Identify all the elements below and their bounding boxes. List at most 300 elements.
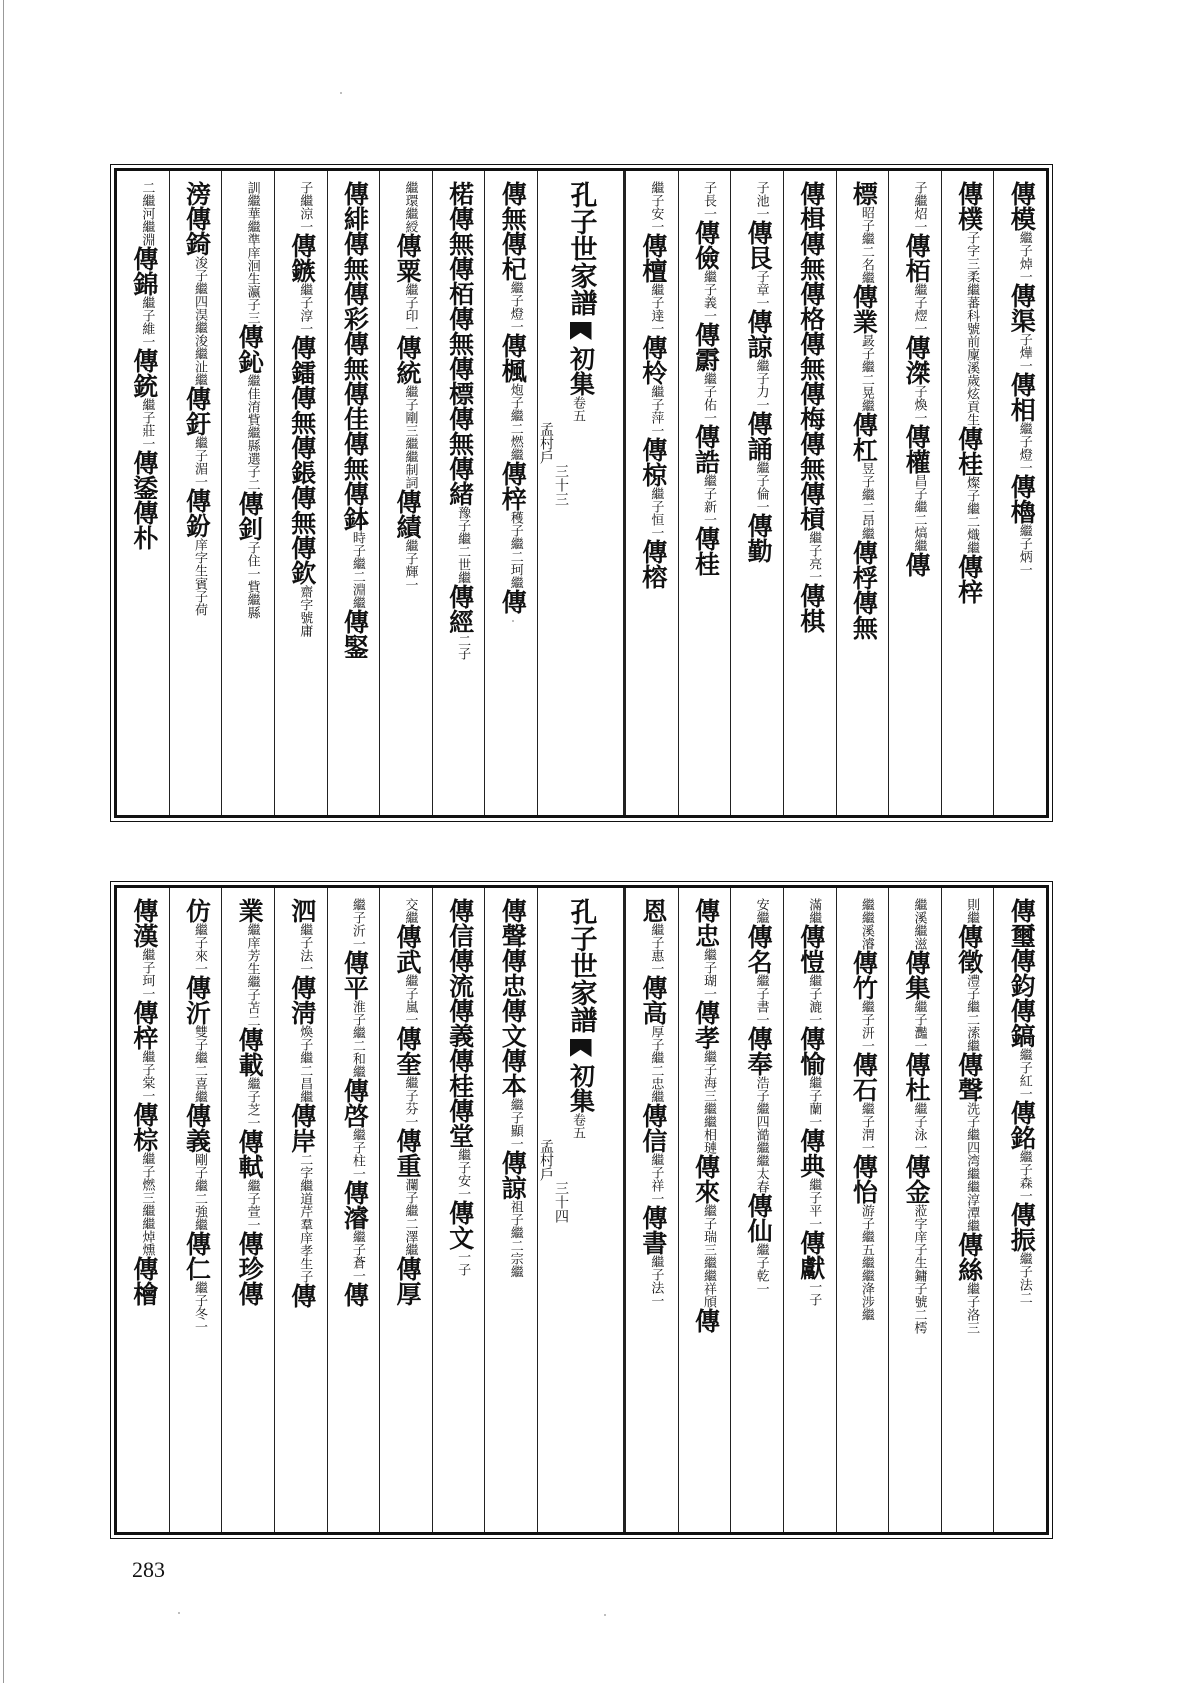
volume-label: 卷五 (570, 1113, 585, 1139)
member-name: 傳高 (638, 975, 668, 1025)
text-column (484, 171, 537, 815)
annotation-note: 繼子芝一 (244, 1077, 260, 1129)
text-column (274, 171, 327, 815)
annotation-note: 昭子繼二名繼 (858, 206, 874, 284)
annotation-note: 繼子法一 (297, 923, 313, 975)
member-name: 傳 (691, 1308, 721, 1333)
member-name: 傳誦 (744, 411, 774, 461)
member-name: 傳棕 (129, 1102, 159, 1152)
annotation-note: 繼子印一 (402, 283, 418, 335)
annotation-note: 庠字生賓子荷 (191, 538, 207, 616)
annotation-note: 洗子繼四湾繼繼淳潭繼 (964, 1102, 980, 1232)
member-name: 傳槓 (796, 481, 826, 531)
member-name: 傳梓 (129, 1000, 159, 1050)
member-name: 仿 (182, 898, 212, 923)
member-name: 傳鉢 (340, 481, 370, 531)
member-name: 傳無 (287, 385, 317, 435)
member-name: 傳杠 (849, 412, 879, 462)
member-name: 傳鐳 (287, 335, 317, 385)
annotation-note: 二子 (455, 634, 471, 660)
member-name: 傳鋹 (287, 435, 317, 485)
text-column (941, 888, 994, 1532)
member-name: 傳佳 (340, 381, 370, 431)
member-name: 傳文 (498, 998, 528, 1048)
annotation-note: 繼環 (402, 181, 418, 207)
member-name: 傳鎬 (1007, 998, 1037, 1048)
annotation-note: 繼子泳一 (911, 1102, 927, 1154)
member-name: 傳模 (1007, 181, 1037, 231)
member-name: 傳杜 (901, 1052, 931, 1102)
member-name: 傳艮 (744, 220, 774, 270)
text-column (888, 171, 941, 815)
annotation-note: 繼子柱一 (349, 1128, 365, 1180)
member-name: 傳流 (445, 948, 475, 998)
member-name: 傳名 (744, 924, 774, 974)
annotation-note: 二繼河繼淵 (139, 181, 155, 246)
member-name: 傳堂 (445, 1098, 475, 1148)
text-column (117, 888, 169, 1532)
annotation-note: 繼子蘭一 (806, 1076, 822, 1128)
member-name: 恩 (638, 898, 668, 923)
annotation-note: 繼子達一 (648, 283, 664, 335)
member-name: 傳滐 (901, 335, 931, 385)
member-name: 傳信 (445, 898, 475, 948)
book-title: 孔子世家譜 (565, 181, 597, 316)
annotation-note: 蒞字庠子生鏞子號二樗 (911, 1204, 927, 1334)
text-column (221, 171, 274, 815)
member-name: 傳檀 (638, 233, 668, 283)
member-name: 傳權 (901, 424, 931, 474)
fish-tail-mark (570, 1039, 592, 1057)
annotation-note: 繼子新一 (700, 474, 716, 526)
member-name: 滂 (182, 181, 212, 206)
annotation-note: 繼子安一 (648, 181, 664, 233)
member-name: 傳愷 (796, 924, 826, 974)
member-name: 傳諒 (498, 1150, 528, 1200)
text-column (783, 171, 836, 815)
member-name: 傳 (498, 589, 528, 614)
annotation-note: 時子繼二淵繼 (349, 531, 365, 609)
text-column (836, 171, 889, 815)
annotation-note: 滿繼 (806, 898, 822, 924)
annotation-note: 繼子冬一 (191, 1281, 207, 1333)
annotation-note: 繼子瑞三繼繼祥頎 (700, 1204, 716, 1308)
member-name: 傳仁 (182, 1231, 212, 1281)
text-column (730, 171, 783, 815)
member-name: 傳朴 (129, 500, 159, 550)
annotation-note: 繼子燃三繼繼焯燻 (139, 1152, 155, 1256)
member-name: 傳金 (901, 1154, 931, 1204)
annotation-note: 交繼 (402, 898, 418, 924)
member-name: 傳奎 (392, 1026, 422, 1076)
member-name: 傳釗 (235, 491, 265, 541)
member-name: 傳振 (1007, 1202, 1037, 1252)
annotation-note: 繼子珂一 (139, 948, 155, 1000)
member-name: 傳杞 (498, 231, 528, 281)
annotation-note: 訓繼華繼準庠洄生瀛子三 (244, 181, 260, 324)
annotation-note: 煥子繼二昌繼 (297, 1025, 313, 1103)
text-column (327, 171, 380, 815)
annotation-note: 繼子萱一 (244, 1179, 260, 1231)
annotation-note: 子繼炤一 (911, 181, 927, 233)
member-name: 傳勤 (744, 513, 774, 563)
member-name: 傳載 (235, 1027, 265, 1077)
page-marker: 三十三 (553, 464, 569, 506)
member-name: 傳本 (498, 1048, 528, 1098)
member-name: 傳樸 (954, 181, 984, 231)
member-name: 傳梓 (954, 554, 984, 604)
member-name: 傳忠 (691, 898, 721, 948)
member-name: 傳格 (796, 281, 826, 331)
member-name: 傳績 (392, 489, 422, 539)
annotation-note: 繼子安一 (455, 1148, 471, 1200)
page-number: 283 (132, 1557, 165, 1582)
member-name: 傳楫 (796, 181, 826, 231)
member-name: 傳義 (445, 998, 475, 1048)
member-name: 傳璽 (1007, 898, 1037, 948)
member-name: 傳石 (849, 1052, 879, 1102)
annotation-note: 繼子維一 (139, 296, 155, 348)
member-name: 傳經 (445, 584, 475, 634)
member-name: 泗 (287, 898, 317, 923)
text-column (117, 171, 169, 815)
annotation-note: 繼子沂一 (349, 898, 365, 950)
annotation-note: 淮子繼二和繼 (349, 1000, 365, 1078)
fish-tail-mark (570, 322, 592, 340)
text-column (484, 888, 537, 1532)
member-name: 傳聲 (498, 898, 528, 948)
annotation-note: 子長一 (700, 181, 716, 220)
house-label: 孟村戶 (538, 1139, 554, 1181)
page-marker: 三十四 (553, 1181, 569, 1223)
member-name: 傳無 (796, 431, 826, 481)
annotation-note: 繼子法二 (1016, 1252, 1032, 1304)
member-name: 傳 (287, 1283, 317, 1308)
text-column (169, 888, 222, 1532)
member-name: 傳厚 (392, 1256, 422, 1306)
annotation-note: 繼子燈一 (1016, 422, 1032, 474)
speck (604, 1614, 606, 1616)
annotation-note: 繼子平一 (806, 1178, 822, 1230)
center-fold-header (537, 888, 625, 1532)
annotation-note: 繼子渭一 (858, 1102, 874, 1154)
member-name: 傳鈞 (1007, 948, 1037, 998)
text-column (678, 171, 731, 815)
member-name: 傳沂 (182, 975, 212, 1025)
member-name: 傳愉 (796, 1026, 826, 1076)
member-name: 傳漢 (129, 898, 159, 948)
member-name: 傳釪 (182, 386, 212, 436)
annotation-note: 繼子灩一 (911, 1000, 927, 1052)
member-name: 傳渠 (1007, 283, 1037, 333)
annotation-note: 繼子來一 (191, 923, 207, 975)
member-name: 傳儉 (691, 220, 721, 270)
annotation-note: 則繼 (964, 898, 980, 924)
scan-edge-line (3, 0, 4, 1683)
genealogy-page-bottom (114, 885, 1049, 1535)
annotation-note: 繼滋 (911, 924, 927, 950)
annotation-note: 子章一 (753, 270, 769, 309)
member-name: 傳義 (182, 1103, 212, 1153)
member-name: 傳軾 (235, 1129, 265, 1179)
annotation-note: 澧子繼二溹繼 (964, 974, 980, 1052)
member-name: 傳淸 (287, 975, 317, 1025)
member-name: 傳竹 (849, 950, 879, 1000)
annotation-note: 炮子繼二燃繼 (507, 383, 523, 461)
annotation-note: 繼子亮一 (806, 531, 822, 583)
speck (340, 92, 342, 94)
annotation-note: 雙子繼二喜繼 (191, 1025, 207, 1103)
member-name: 傳徵 (954, 924, 984, 974)
annotation-note: 繼子熤一 (911, 283, 927, 335)
member-name: 傳栢 (445, 256, 475, 306)
member-name: 傳標 (445, 356, 475, 406)
annotation-note: 繼子書一 (753, 974, 769, 1026)
member-name: 傳業 (849, 284, 879, 334)
member-name: 傳欽 (287, 535, 317, 585)
text-column (379, 171, 432, 815)
text-column (730, 888, 783, 1532)
annotation-note: 繼子莊一 (139, 398, 155, 450)
member-name: 傳孝 (691, 1000, 721, 1050)
member-name: 傳錡 (182, 206, 212, 256)
speck (178, 1612, 180, 1614)
annotation-note: 繼子倫一 (753, 461, 769, 513)
member-name: 傳霨 (691, 322, 721, 372)
annotation-note: 子池一 (753, 181, 769, 220)
member-name: 傳無 (445, 206, 475, 256)
member-name: 傳統 (392, 335, 422, 385)
text-column (941, 171, 994, 815)
member-name: 傳平 (340, 950, 370, 1000)
member-name: 傳緋 (340, 181, 370, 231)
member-name: 傳柃 (638, 335, 668, 385)
annotation-note: 齋字號庸 (297, 585, 313, 637)
member-name: 楉 (445, 181, 475, 206)
annotation-note: 繼子焯一 (1016, 231, 1032, 283)
annotation-note: 子煥一 (911, 385, 927, 424)
member-name: 傳鋈 (129, 450, 159, 500)
annotation-note: 瀾子繼二澤繼 (402, 1178, 418, 1256)
member-name: 傳重 (392, 1128, 422, 1178)
annotation-note: 繼子湄一 (191, 436, 207, 488)
member-name: 傳無 (340, 431, 370, 481)
member-name: 傳檜 (129, 1256, 159, 1306)
member-name: 傳鈊 (235, 324, 265, 374)
annotation-note: 繼子義一 (700, 270, 716, 322)
member-name: 傳信 (638, 1103, 668, 1153)
annotation-note: 繼子剛三繼繼制詞 (402, 385, 418, 489)
member-name: 傳文 (445, 1200, 475, 1250)
member-name: 傳鏃 (287, 233, 317, 283)
genealogy-page-top (114, 168, 1049, 818)
member-name: 傳粟 (392, 233, 422, 283)
member-name: 傳櫓 (1007, 474, 1037, 524)
annotation-note: 繼子洛三 (964, 1282, 980, 1334)
text-column (432, 171, 485, 815)
text-column (993, 171, 1046, 815)
member-name: 傳榕 (638, 539, 668, 589)
annotation-note: 晸子繼二晃繼 (858, 334, 874, 412)
text-column (836, 888, 889, 1532)
annotation-note: 穫子繼二珂繼 (507, 511, 523, 589)
member-name: 傳錦 (129, 246, 159, 296)
member-name: 傳聲 (954, 1052, 984, 1102)
member-name: 傳無 (445, 306, 475, 356)
annotation-note: 繼子佑一 (700, 372, 716, 424)
member-name: 傳楓 (498, 333, 528, 383)
collection-label: 初集 (566, 1063, 596, 1113)
annotation-note: 繼子芬一 (402, 1076, 418, 1128)
member-name: 傳 (340, 1282, 370, 1307)
annotation-note: 繼庠芳生繼子苫二 (244, 923, 260, 1027)
annotation-note: 二字繼道芹羣庠孝生子 (297, 1153, 313, 1283)
annotation-note: 繼子漉一 (806, 974, 822, 1026)
member-name: 傳仙 (744, 1193, 774, 1243)
member-name: 傳桂 (954, 426, 984, 476)
annotation-note: 繼子汧一 (858, 1000, 874, 1052)
annotation-note: 子繼涼一 (297, 181, 313, 233)
annotation-note: 繼子力一 (753, 359, 769, 411)
annotation-note: 昌子繼二熇繼 (911, 474, 927, 552)
collection-label: 初集 (566, 346, 596, 396)
member-name: 傳集 (901, 950, 931, 1000)
annotation-note: 繼子淳一 (297, 283, 313, 335)
speck (512, 620, 514, 622)
annotation-note: 繼子法一 (648, 1255, 664, 1307)
annotation-note: 子燁一 (1016, 333, 1032, 372)
annotation-note: 昱子繼二昂繼 (858, 462, 874, 540)
member-name: 傳鋻 (340, 609, 370, 659)
member-name: 傳棋 (796, 583, 826, 633)
text-column (379, 888, 432, 1532)
member-name: 標 (849, 181, 879, 206)
member-name: 傳緒 (445, 456, 475, 506)
member-name: 傳奉 (744, 1026, 774, 1076)
member-name: 傳無 (340, 231, 370, 281)
member-name: 傳無 (445, 406, 475, 456)
member-name: 傳 (901, 552, 931, 577)
member-name: 傳獻 (796, 1230, 826, 1280)
member-name: 傳怡 (849, 1154, 879, 1204)
member-name: 傳無 (849, 590, 879, 640)
member-name: 傳無 (287, 485, 317, 535)
annotation-note: 繼子燈一 (507, 281, 523, 333)
annotation-note: 繼子瑚一 (700, 948, 716, 1000)
annotation-note: 豫子繼二世繼 (455, 506, 471, 584)
annotation-note: 繼佳淯貲繼縣選子二 (244, 374, 260, 491)
annotation-note: 繼子炳一 (1016, 524, 1032, 576)
member-name: 傳無 (498, 181, 528, 231)
annotation-note: 祖子繼二宗繼 (507, 1200, 523, 1278)
text-column (432, 888, 485, 1532)
annotation-note: 繼子恒一 (648, 487, 664, 539)
member-name: 業 (235, 898, 265, 923)
member-name: 傳岸 (287, 1103, 317, 1153)
member-name: 傳無 (796, 331, 826, 381)
member-name: 傳忠 (498, 948, 528, 998)
member-name: 傳諒 (744, 309, 774, 359)
member-name: 傳 (235, 1281, 265, 1306)
member-name: 傳來 (691, 1154, 721, 1204)
member-name: 傳栢 (901, 233, 931, 283)
annotation-note: 繼子棠一 (139, 1050, 155, 1102)
annotation-note: 繼子紅一 (1016, 1048, 1032, 1100)
volume-label: 卷五 (570, 396, 585, 422)
annotation-note: 燦子繼二熾繼 (964, 476, 980, 554)
member-name: 傳啓 (340, 1078, 370, 1128)
annotation-note: 繼綬 (402, 207, 418, 233)
text-column (783, 888, 836, 1532)
annotation-note: 繼子乾一 (753, 1243, 769, 1295)
member-name: 傳書 (638, 1205, 668, 1255)
member-name: 傳桂 (691, 526, 721, 576)
annotation-note: 繼溪 (911, 898, 927, 924)
member-name: 傳無 (340, 331, 370, 381)
text-column (888, 888, 941, 1532)
house-label: 孟村戶 (538, 422, 554, 464)
annotation-note: 子字三柔繼蕃科號前廩溪歲炫貢生 (964, 231, 980, 426)
text-column (993, 888, 1046, 1532)
book-title: 孔子世家譜 (565, 898, 597, 1033)
member-name: 傳梅 (796, 381, 826, 431)
annotation-note: 繼子海三繼繼相璉 (700, 1050, 716, 1154)
member-name: 傳銘 (1007, 1100, 1037, 1150)
annotation-note: 一子 (455, 1250, 471, 1276)
annotation-note: 溪濬 (858, 924, 874, 950)
annotation-note: 繼子蒼一 (349, 1230, 365, 1282)
annotation-note: 剛子繼二強繼 (191, 1153, 207, 1231)
member-name: 傳鈖 (182, 488, 212, 538)
annotation-note: 一子 (806, 1280, 822, 1306)
annotation-note: 繼子嵐一 (402, 974, 418, 1026)
annotation-note: 浩子繼四澔繼繼太春 (753, 1076, 769, 1193)
annotation-note: 安繼 (753, 898, 769, 924)
annotation-note: 繼子祥一 (648, 1153, 664, 1205)
member-name: 傳相 (1007, 372, 1037, 422)
annotation-note: 繼子森一 (1016, 1150, 1032, 1202)
center-fold-header (537, 171, 625, 815)
member-name: 傳無 (796, 231, 826, 281)
annotation-note: 繼子萍一 (648, 385, 664, 437)
annotation-note: 浚子繼四淏繼浚繼沚繼 (191, 256, 207, 386)
text-column (625, 888, 678, 1532)
text-column (221, 888, 274, 1532)
member-name: 傳梓 (498, 461, 528, 511)
member-name: 傳銃 (129, 348, 159, 398)
member-name: 傳典 (796, 1128, 826, 1178)
text-column (169, 171, 222, 815)
annotation-note: 子住一貲繼縣 (244, 541, 260, 619)
member-name: 傳桂 (445, 1048, 475, 1098)
member-name: 傳彩 (340, 281, 370, 331)
annotation-note: 繼繼 (858, 898, 874, 924)
annotation-note: 繼子顯一 (507, 1098, 523, 1150)
annotation-note: 繼子惠一 (648, 923, 664, 975)
text-column (327, 888, 380, 1532)
member-name: 傳桴 (849, 540, 879, 590)
member-name: 傳椋 (638, 437, 668, 487)
annotation-note: 繼子輝一 (402, 539, 418, 591)
member-name: 傳絲 (954, 1232, 984, 1282)
text-column (274, 888, 327, 1532)
member-name: 傳濬 (340, 1180, 370, 1230)
text-column (625, 171, 678, 815)
member-name: 傳誥 (691, 424, 721, 474)
annotation-note: 游子繼五繼繼洚涉繼 (858, 1204, 874, 1321)
member-name: 傳武 (392, 924, 422, 974)
member-name: 傳珍 (235, 1231, 265, 1281)
